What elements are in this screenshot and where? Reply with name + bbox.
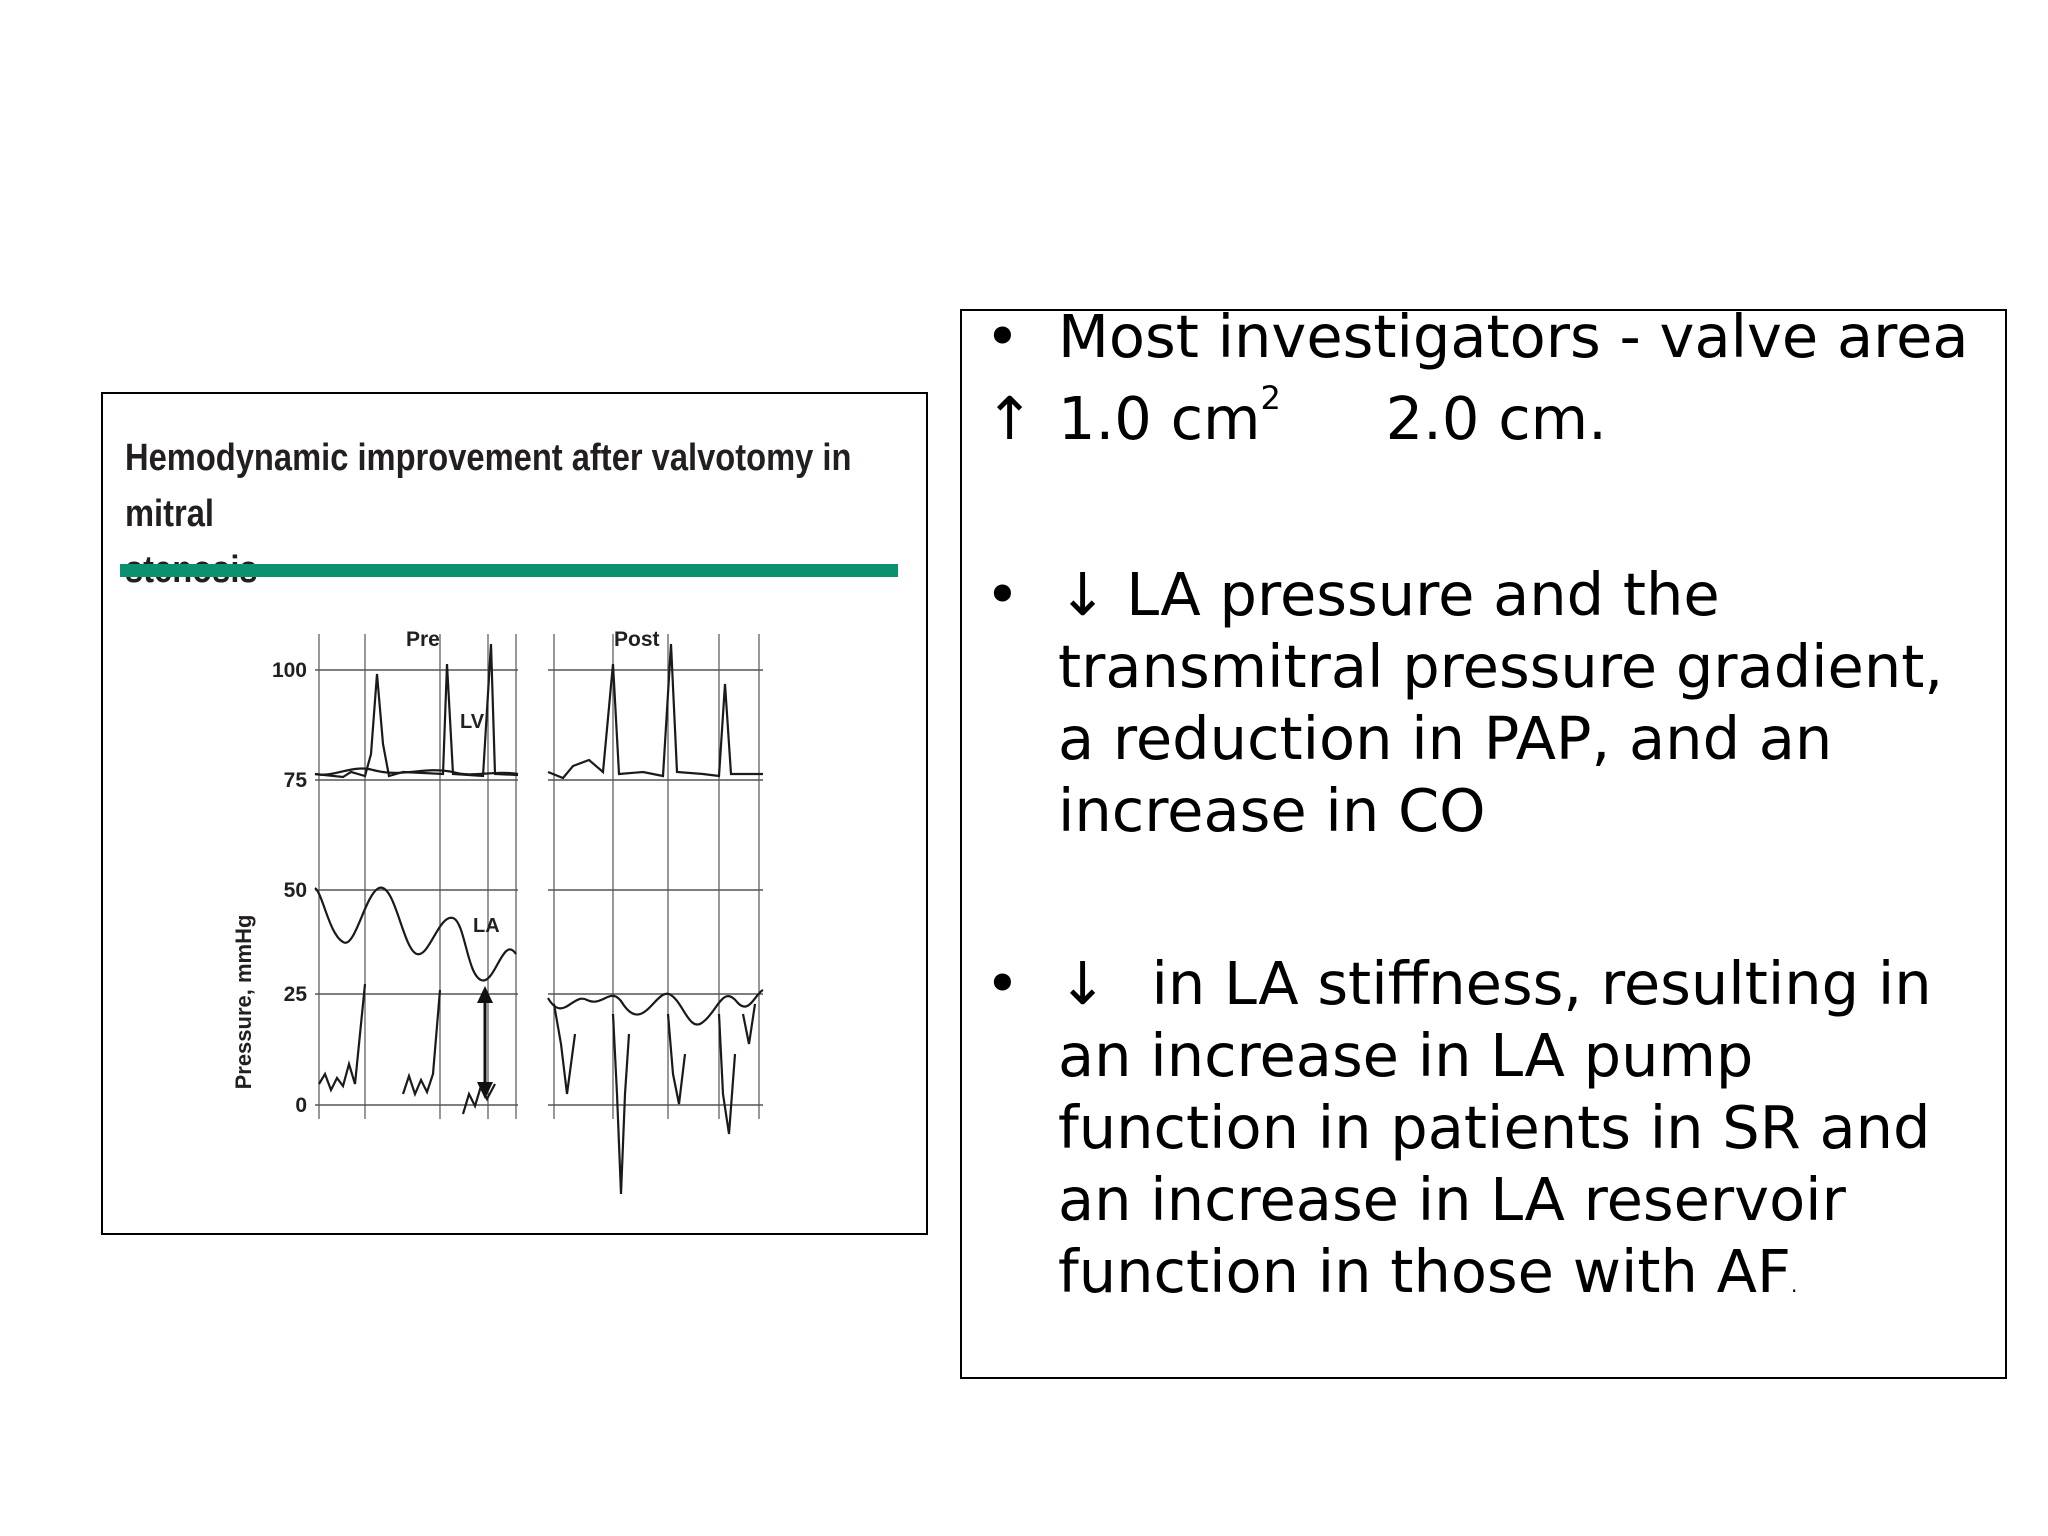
pressure-traces [315,644,763,1194]
grid-lines [315,634,763,1119]
bullet-2: • [985,560,1020,629]
p3-end-dot: . [1790,1273,1798,1297]
p3-arrow-down: ↓ [1058,949,1108,1018]
p2-lines [1058,559,1943,847]
trace-post-lv-low [554,1004,755,1194]
p2-line4: increase in CO [1058,776,1486,845]
bullet-1: • [985,302,1020,371]
bullet-3: • [985,949,1020,1018]
p1-value-2: 2.0 cm. [1385,384,1607,453]
y-tick-50: 50 [283,879,307,902]
figure-panel [101,392,928,1235]
trace-pre-lv-low [319,984,495,1114]
p1-arrow-up: ↑ [985,384,1035,453]
trace-post-lv [548,644,763,778]
p2-line3: a reduction in PAP, and an [1058,704,1833,773]
p1-value-1: 1.0 cm [1058,384,1261,453]
p2-line1: ↓ LA pressure and the [1058,560,1720,629]
figure-title-line1: Hemodynamic improvement after valvotomy in mitral [125,437,852,535]
text-panel [960,302,2007,1379]
curve-label-lv: LV [460,711,485,733]
y-tick-25: 25 [283,983,307,1006]
p3-line3: function in patients in SR and [1058,1093,1931,1162]
p3-line5: function in those with AF. [1058,1237,1798,1306]
p2-line2: transmitral pressure gradient, [1058,632,1944,701]
panel-label-pre: Pre [406,628,440,651]
p2-arrow-down: ↓ [1058,560,1108,629]
p3-line4: an increase in LA reservoir [1058,1165,1846,1234]
p3-line1: ↓ in LA stiffness, resulting in [1058,949,1932,1018]
p3-line2: an increase in LA pump [1058,1021,1754,1090]
y-axis-label: Pressure, mmHg [231,914,256,1090]
trace-post-la [548,990,763,1025]
p1-superscript: 2 [1260,379,1281,417]
p1-line1: Most investigators - valve area [1058,302,1969,371]
y-tick-100: 100 [271,659,307,682]
p1-values [1058,379,1607,455]
y-tick-0: 0 [295,1094,307,1117]
curve-label-la: LA [473,915,500,937]
gradient-arrow [477,986,493,1099]
panel-label-post: Post [614,628,660,651]
pressure-chart [103,394,926,1233]
p3-lines [1058,948,1932,1321]
y-tick-75: 75 [283,769,307,792]
